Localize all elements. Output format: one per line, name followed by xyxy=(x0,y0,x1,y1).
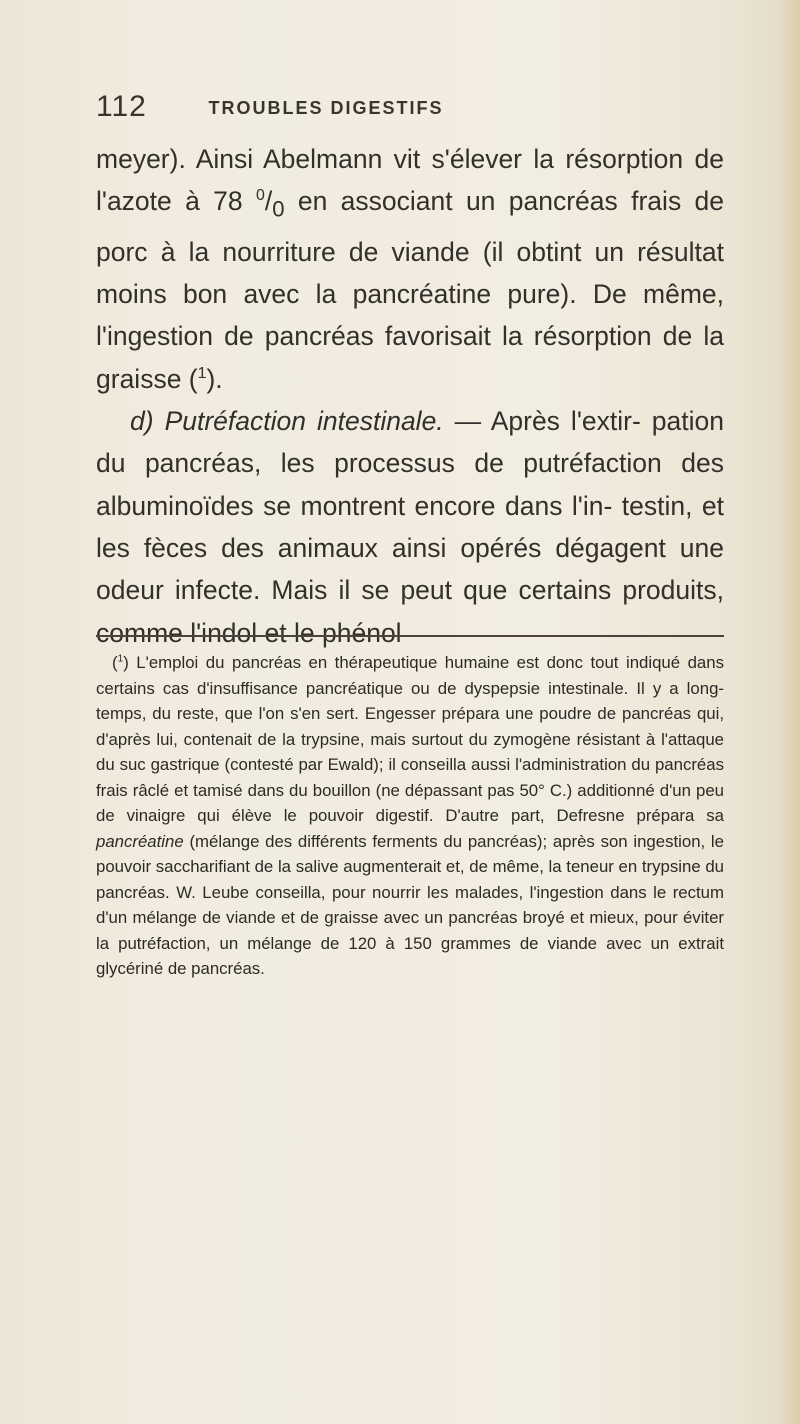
text-line: des albuminoïdes se montrent encore dans l'in- xyxy=(96,448,724,521)
footnote-marker-number: 1 xyxy=(117,653,124,665)
page-header xyxy=(96,90,746,130)
section-heading: d) Putréfaction intestinale. xyxy=(130,406,444,437)
text-line: pation du pancréas, les processus de putréfaction xyxy=(96,406,724,479)
footnote-text: (mélange des différents ferments du pancréas); après son ingestion, le pouvoir saccharifiant de la salive augmenterait et, de même, la teneur en trypsine du pancréas. W. Leube conseilla, pour nourrir les malades, l'ingestion dans le rectum d'un mélange de viande et de graisse avec un pancréas broyé et mieux, pour éviter la putréfaction, un mélange de 120 à 150 grammes de viande avec un extrait glycériné de pancréas. xyxy=(96,831,724,978)
footnote xyxy=(96,650,724,982)
text-line: De même, l'ingestion de pancréas favorisait la xyxy=(96,279,724,352)
text-line: dégagent une odeur infecte. Mais il se peut que xyxy=(96,532,724,606)
text-line: — Après l'extir- xyxy=(443,406,641,437)
paragraph-continuation xyxy=(96,138,724,400)
text-line: testin, et les fèces des animaux ainsi opérés xyxy=(96,490,724,563)
footnote-marker xyxy=(112,650,129,676)
footnote-text: L'emploi du pancréas en thérapeutique humaine est donc tout indiqué dans certains cas d'insuffisance pancréatique ou de dyspepsie intestinale. Il y a long-temps, du reste, que l'on s'en sert. Engesser prépara une poudre de pancréas qui, d'après lui, contenait de la trypsine, mais surtout du zymogène résistant à l'attaque du suc gastrique (contesté par Ewald); il conseilla aussi l'administration du pancréas frais râclé et tamisé dans du bouillon (ne dépassant pas 50° C.) additionné d'un peu de vinaigre qui élève le pouvoir digestif. D'autre part, Defresne prépara sa xyxy=(96,653,724,825)
footnote-italic-term: pancréatine xyxy=(96,831,184,851)
text-line: ). xyxy=(206,363,223,394)
text-line: résorption de la graisse ( xyxy=(96,321,724,394)
percent-slash: / xyxy=(264,186,273,217)
main-text xyxy=(96,138,724,654)
text-line: un résultat moins bon avec la pancréatine pure). xyxy=(96,236,725,310)
text-line: frais de porc à la nourriture de viande (il obtint xyxy=(96,186,724,267)
footnote-separator xyxy=(96,635,724,637)
percent-sub: 0 xyxy=(272,196,285,222)
page-edge-shading xyxy=(778,0,800,1424)
page-number: 112 xyxy=(96,90,147,123)
running-head: TROUBLES DIGESTIFS xyxy=(208,98,444,118)
text-line: en associant un pancréas xyxy=(284,186,618,217)
footnote-marker-open: ( xyxy=(112,653,118,672)
text-line: de l'azote à 78 xyxy=(96,144,724,217)
text-line: meyer). Ainsi Abelmann vit s'élever la résorption xyxy=(96,144,684,174)
text-line: certains produits, comme l'indol et le phénol xyxy=(96,575,724,648)
paragraph-putrefaction xyxy=(96,400,724,654)
footnote-reference[interactable]: 1 xyxy=(197,364,207,382)
percent-sup: 0 xyxy=(256,187,265,205)
footnote-marker-close: ) xyxy=(123,653,129,672)
